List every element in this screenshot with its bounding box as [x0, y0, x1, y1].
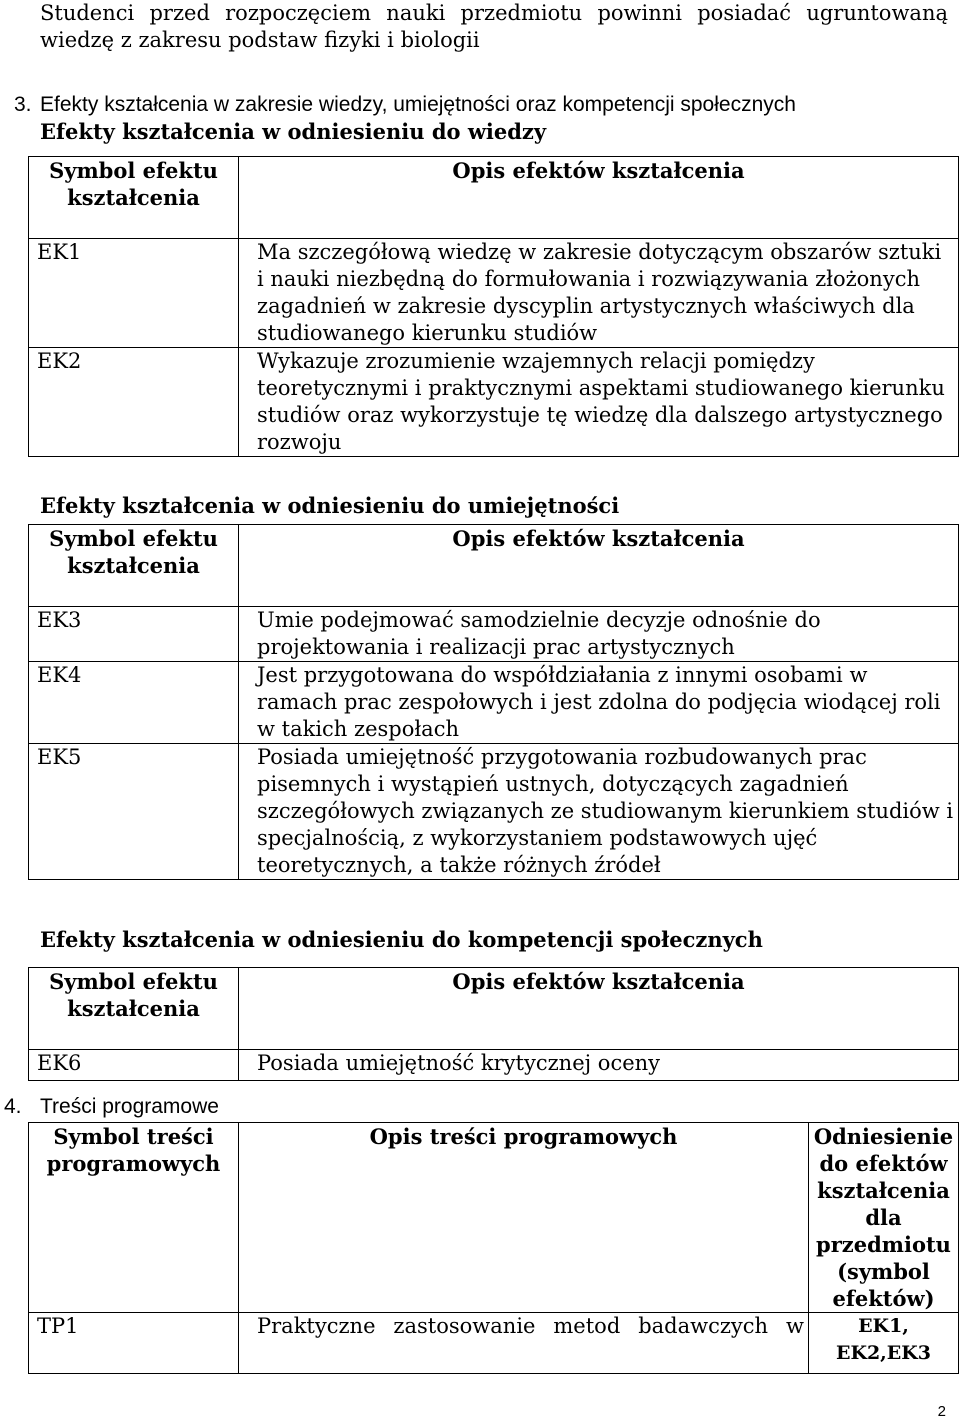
- section-3-title: Efekty kształcenia w zakresie wiedzy, umiejętności oraz kompetencji społecznych: [40, 93, 796, 116]
- section-4-heading: [4, 1093, 219, 1120]
- table-header-row: [29, 1123, 959, 1313]
- description-header: Opis treści programowych: [239, 1123, 809, 1313]
- content-description: Praktyczne zastosowanie metod badawczych w: [239, 1313, 809, 1374]
- symbol-header: Symbol efektu kształcenia: [29, 525, 239, 607]
- content-symbol: TP1: [29, 1313, 239, 1374]
- effect-description: Umie podejmować samodzielnie decyzje odnośnie do projektowania i realizacji prac artystycznych: [239, 607, 959, 662]
- effect-symbol: EK1: [29, 239, 239, 348]
- reference-header: Odniesienie do efektów kształcenia dla przedmiotu (symbol efektów): [809, 1123, 959, 1313]
- effect-symbol: EK3: [29, 607, 239, 662]
- section-3-number: 3.: [14, 93, 32, 116]
- table-row: [29, 1313, 959, 1374]
- table-row: [29, 239, 959, 348]
- effect-description: Ma szczegółową wiedzę w zakresie dotyczącym obszarów sztuki i nauki niezbędną do formułowania i rozwiązywania złożonych zagadnień w zakresie dyscyplin artystycznych właściwych dla studiowanego kierunku studiów: [239, 239, 959, 348]
- table-row: [29, 662, 959, 744]
- effect-description: Jest przygotowana do współdziałania z innymi osobami w ramach prac zespołowych i jest zdolna do podjęcia wiodącej roli w takich zespołach: [239, 662, 959, 744]
- effect-symbol: EK4: [29, 662, 239, 744]
- effect-symbol: EK6: [29, 1050, 239, 1081]
- table-row: [29, 348, 959, 457]
- symbol-header: Symbol efektu kształcenia: [29, 968, 239, 1050]
- table-row: [29, 744, 959, 880]
- intro-paragraph: Studenci przed rozpoczęciem nauki przedmiotu powinni posiadać ugruntowaną wiedzę z zakresu podstaw fizyki i biologii: [40, 1, 948, 52]
- symbol-header: Symbol treści programowych: [29, 1123, 239, 1313]
- kompetencje-heading: Efekty kształcenia w odniesieniu do kompetencji społecznych: [40, 927, 763, 952]
- table-row: [29, 607, 959, 662]
- effect-symbol: EK5: [29, 744, 239, 880]
- wiedza-table: [28, 156, 959, 457]
- effect-description: Posiada umiejętność przygotowania rozbudowanych prac pisemnych i wystąpień ustnych, dotyczących zagadnień szczegółowych związanych ze studiowanym kierunkiem studiów i specjalnością, z wykorzystaniem podstawowych ujęć teoretycznych, a także różnych źródeł: [239, 744, 959, 880]
- page-number: 2: [937, 1403, 946, 1420]
- section-3-heading: [14, 91, 796, 118]
- description-header: Opis efektów kształcenia: [239, 525, 959, 607]
- content-reference: EK1, EK2,EK3: [809, 1313, 959, 1374]
- description-header: Opis efektów kształcenia: [239, 968, 959, 1050]
- description-header: Opis efektów kształcenia: [239, 157, 959, 239]
- umiejetnosci-table: [28, 524, 959, 880]
- table-row: [29, 1050, 959, 1081]
- program-content-table: [28, 1122, 959, 1374]
- wiedza-heading: Efekty kształcenia w odniesieniu do wiedzy: [40, 119, 547, 144]
- section-4-number: 4.: [4, 1095, 22, 1118]
- section-4-title: Treści programowe: [40, 1095, 219, 1118]
- symbol-header: Symbol efektu kształcenia: [29, 157, 239, 239]
- effect-description: Posiada umiejętność krytycznej oceny: [239, 1050, 959, 1081]
- table-header-row: [29, 968, 959, 1050]
- kompetencje-table: [28, 967, 959, 1081]
- table-header-row: [29, 157, 959, 239]
- table-header-row: [29, 525, 959, 607]
- effect-description: Wykazuje zrozumienie wzajemnych relacji pomiędzy teoretycznymi i praktycznymi aspektami studiowanego kierunku studiów oraz wykorzystuje tę wiedzę dla dalszego artystycznego rozwoju: [239, 348, 959, 457]
- umiejetnosci-heading: Efekty kształcenia w odniesieniu do umiejętności: [40, 493, 620, 518]
- effect-symbol: EK2: [29, 348, 239, 457]
